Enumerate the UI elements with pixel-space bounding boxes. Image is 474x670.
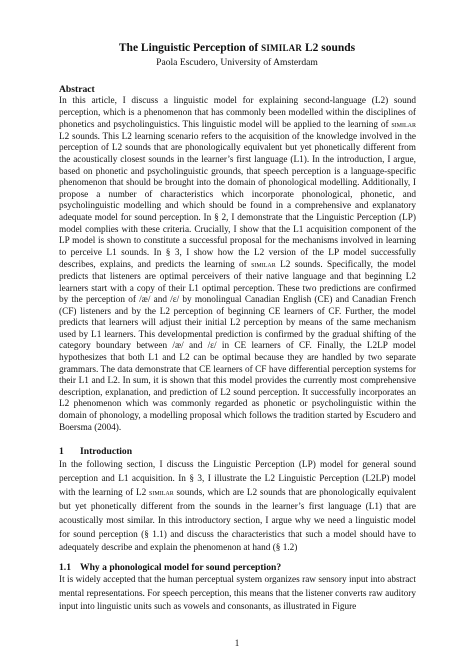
abstract-smallcaps-word-2: similar bbox=[251, 260, 276, 270]
abstract-text-part-1: In this article, I discuss a linguistic model for explaining second-language (L2) sound perception, which is a phenomenon that has commonly been modelled within the disciplines of phonetics and psycholinguistics. This linguistic model will be applied to the learning of bbox=[59, 96, 416, 131]
section-1-heading bbox=[59, 446, 132, 457]
title-text-after: L2 sounds bbox=[302, 42, 356, 54]
section-1-smallcaps-word: similar bbox=[149, 488, 174, 498]
title-text-before: The Linguistic Perception of bbox=[118, 42, 262, 54]
title-smallcaps-word: SIMILAR bbox=[261, 43, 303, 53]
section-1-text-part-1: In the following section, I discuss the Linguistic Perception (LP) model for general sound perception and L1 acquisition. In § 3, I illustrate the L2 Linguistic Perception (L2LP) model with the learning of L2 bbox=[59, 460, 416, 499]
abstract-smallcaps-word-1: similar bbox=[391, 120, 416, 130]
section-1-body bbox=[59, 459, 416, 556]
section-1-number: 1 bbox=[59, 446, 64, 457]
section-1-1-heading bbox=[59, 562, 281, 573]
paper-title bbox=[0, 41, 474, 55]
abstract-text-part-2: L2 sounds. This L2 learning scenario refers to the acquisition of the knowledge involved in the perception of L2 sounds that are phonologically equivalent but yet phonetically different from the acoustically closest sounds in the learner’s first language (L1). In the introduction, I argue, based on phonetic and psycholinguistic grounds, that speech perception is a language-specific phenomenon that should be brought into the domain of phonological modelling. Additionally, I propose a number of characteristics which incorporate phonological, phonetic, and psycholinguistic modelling and which should be found in a comprehensive and explanatory adequate model for sound perception. In § 2, I demonstrate that the Linguistic Perception (LP) model complies with these criteria. Crucially, I show that the L1 acquisition component of the LP model is shown to constitute a successful proposal for the mechanisms involved in learning to perceive L1 sounds. In § 3, I show how the L2 version of the LP model successfully describes, explains, and predicts the learning of bbox=[59, 131, 416, 271]
section-1-text-part-2: sounds, which are L2 sounds that are phonologically equivalent but yet phonetically different from the sounds in the learner’s first language (L1) that are acoustically most similar. In this introductory section, I argue why we need a linguistic model for sound perception (§ 1.1) and discuss the characteristics that such a model should have to adequately describe and explain the phenomenon at hand (§ 1.2) bbox=[59, 488, 416, 554]
abstract-body bbox=[59, 96, 416, 434]
section-1-1-title: Why a phonological model for sound perception? bbox=[80, 562, 282, 573]
abstract-text-part-3: L2 sounds. Specifically, the model predicts that listeners are optimal perceivers of their native language and that beginning L2 learners start with a copy of their L1 optimal perception. These two predictions are confirmed by the perception of /æ/ and /ɛ/ by monolingual Canadian English (CE) and Canadian French (CF) listeners and by the L2 perception of beginning CE learners of CF. Further, the model predicts that learners will adjust their initial L2 perception by means of the same mechanism used by L1 learners. This developmental prediction is confirmed by the gradual shifting of the category boundary between /æ/ and /ɛ/ in CE learners of CF. Finally, the L2LP model hypothesizes that both L1 and L2 can be optimal because they are handled by two separate grammars. The data demonstrate that CE learners of CF have differential perception systems for their L1 and L2. In sum, it is shown that this model provides the currently most comprehensive description, explanation, and prediction of L2 sound perception. It successfully incorporates an L2 phenomenon which was commonly regarded as phonetic or psycholinguistic within the domain of phonology, a modelling proposal which follows the tradition started by Escudero and Boersma (2004). bbox=[59, 260, 416, 433]
page-number: 1 bbox=[234, 638, 240, 648]
section-1-1-body: It is widely accepted that the human perceptual system organizes raw sensory input into abstract mental representations. For speech perception, this means that the listener converts raw auditory input into linguistic units such as vowels and consonants, as illustrated in Figure bbox=[59, 575, 416, 613]
author-affiliation: Paola Escudero, University of Amsterdam bbox=[156, 57, 318, 68]
section-1-1-number: 1.1 bbox=[59, 562, 71, 573]
abstract-heading: Abstract bbox=[59, 84, 95, 95]
section-1-title: Introduction bbox=[80, 446, 133, 457]
